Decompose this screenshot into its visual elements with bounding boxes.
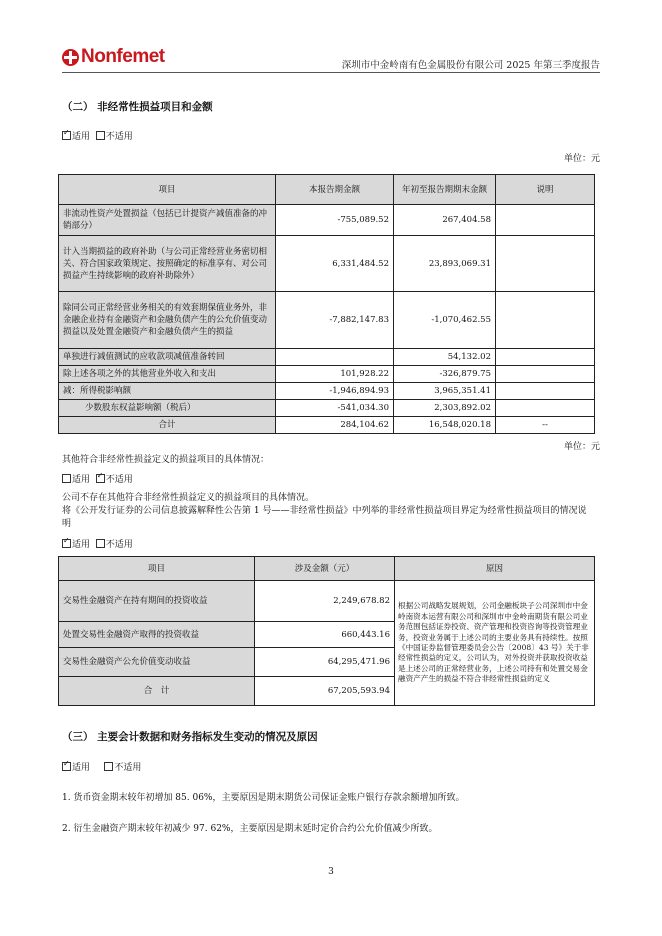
checkbox-empty-icon[interactable] [62, 474, 71, 483]
table-row [59, 581, 595, 622]
change-item-2: 2. 衍生金融资产期末较年初减少 97. 62%，主要原因是期末延时定价合约公允价值减少所致。 [62, 824, 438, 834]
row-note [496, 400, 595, 417]
row-ytd: 54,132.02 [394, 349, 496, 366]
reason-cell: 根据公司战略发展规划，公司金融板块子公司深圳市中金岭南资本运营有限公司和深圳市中金岭南期货有限公司业务范围包括证券投资、资产管理和投资咨询等投资管理业务，投资业务属于上述公司的主要业务具有持续性。按照《中国证券监督管理委员会公告〔2008〕43 号》关于非经常性损益的定义，公司认为，对外投资并获取投资收益是上述公司的正常经营业务，上述公司持有和处置交易金融资产产生的损益不符合非经常性损益的定义 [395, 581, 595, 706]
row-current: 284,104.62 [276, 417, 394, 434]
change-item-1: 1. 货币资金期末较年初增加 85. 06%，主要原因是期末期货公司保证金账户银行存款余额增加所致。 [62, 793, 465, 803]
row-ytd: -1,070,462.55 [394, 292, 496, 349]
row-item: 计入当期损益的政府补助（与公司正常经营业务密切相关、符合国家政策规定、按照确定的标准享有、对公司损益产生持续影响的政府补助除外） [59, 236, 276, 292]
row-note [496, 366, 595, 383]
reclassified-items-table [58, 556, 595, 706]
section2-heading: （二） 非经常性损益项目和金额 [62, 101, 213, 113]
row-note [496, 205, 595, 236]
applicable-label: 适用 [72, 540, 91, 550]
table-row [59, 205, 595, 236]
company-logo [62, 46, 165, 68]
row-item: 减：所得税影响额 [59, 383, 276, 400]
applicable-label: 适用 [72, 475, 91, 485]
checkbox-checked-icon[interactable] [62, 762, 71, 771]
no-other-items-text: 公司不存在其他符合非经常性损益定义的损益项目的具体情况。 [62, 493, 315, 503]
checkbox-checked-icon[interactable] [96, 474, 105, 483]
applicability-selector-1 [62, 129, 133, 142]
table-row [59, 349, 595, 366]
row-current: 101,928.22 [276, 366, 394, 383]
header-divider [62, 72, 600, 73]
row-note [496, 349, 595, 366]
row-item: 合 计 [59, 677, 255, 706]
row-item: 非流动性资产处置损益（包括已计提资产减值准备的冲销部分） [59, 205, 276, 236]
row-note [496, 383, 595, 400]
checkbox-checked-icon[interactable] [62, 131, 71, 140]
not-applicable-label: 不适用 [105, 475, 133, 485]
checkbox-empty-icon[interactable] [96, 539, 105, 548]
col-header-amount: 涉及金额（元） [255, 557, 395, 581]
applicability-selector-2 [62, 472, 133, 485]
row-current: 6,331,484.52 [276, 236, 394, 292]
applicable-label: 适用 [72, 763, 91, 773]
row-amount: 64,295,471.96 [255, 648, 395, 677]
row-item: 单独进行减值测试的应收款项减值准备转回 [59, 349, 276, 366]
row-ytd: 16,548,020.18 [394, 417, 496, 434]
report-title: 深圳市中金岭南有色金属股份有限公司 2025 年第三季度报告 [341, 60, 600, 71]
table-row [59, 366, 595, 383]
row-note [496, 292, 595, 349]
non-recurring-gains-table [58, 174, 595, 434]
row-ytd: 2,303,892.02 [394, 400, 496, 417]
logo-text: Nonfemet [81, 46, 165, 67]
col-header-item: 项目 [59, 175, 276, 205]
row-item: 少数股东权益影响额（税后） [59, 400, 276, 417]
section3-heading: （三） 主要会计数据和财务指标发生变动的情况及原因 [62, 731, 318, 743]
row-ytd: 23,893,069.31 [394, 236, 496, 292]
reclassification-explanation: 将《公开发行证券的公司信息披露解释性公告第 1 号——非经常性损益》中列举的非经常性损益项目界定为经常性损益项目的情况说明 [62, 506, 587, 529]
row-amount: 67,205,593.94 [255, 677, 395, 706]
row-current: -7,882,147.83 [276, 292, 394, 349]
row-current: -1,946,894.93 [276, 383, 394, 400]
checkbox-empty-icon[interactable] [96, 131, 105, 140]
applicability-selector-4 [62, 760, 141, 773]
other-definition-text: 其他符合非经常性损益定义的损益项目的具体情况： [62, 455, 270, 465]
row-amount: 2,249,678.82 [255, 581, 395, 622]
checkbox-checked-icon[interactable] [62, 539, 71, 548]
row-item: 交易性金融资产在持有期间的投资收益 [59, 581, 255, 622]
table-row [59, 400, 595, 417]
row-item: 除上述各项之外的其他营业外收入和支出 [59, 366, 276, 383]
table-row [59, 292, 595, 349]
logo-mark-icon [62, 49, 79, 66]
row-ytd: 3,965,351.41 [394, 383, 496, 400]
row-ytd: 267,404.58 [394, 205, 496, 236]
row-item: 合计 [59, 417, 276, 434]
row-ytd: -326,879.75 [394, 366, 496, 383]
row-note [496, 236, 595, 292]
table-row [59, 383, 595, 400]
not-applicable-label: 不适用 [105, 540, 133, 550]
col-header-reason: 原因 [395, 557, 595, 581]
col-header-item: 项目 [59, 557, 255, 581]
col-header-ytd: 年初至报告期期末金额 [394, 175, 496, 205]
col-header-note: 说明 [496, 175, 595, 205]
page-number: 3 [328, 867, 334, 877]
col-header-current: 本报告期金额 [276, 175, 394, 205]
row-current: -541,034.30 [276, 400, 394, 417]
applicability-selector-3 [62, 537, 133, 550]
row-current [276, 349, 394, 366]
applicable-label: 适用 [72, 132, 91, 142]
row-current: -755,089.52 [276, 205, 394, 236]
checkbox-empty-icon[interactable] [104, 762, 113, 771]
row-note: -- [496, 417, 595, 434]
row-item: 除同公司正常经营业务相关的有效套期保值业务外，非金融企业持有金融资产和金融负债产生的公允价值变动损益以及处置金融资产和金融负债产生的损益 [59, 292, 276, 349]
row-amount: 660,443.16 [255, 622, 395, 648]
table-row [59, 236, 595, 292]
not-applicable-label: 不适用 [114, 763, 142, 773]
row-item: 交易性金融资产公允价值变动收益 [59, 648, 255, 677]
unit-label-2: 单位：元 [563, 442, 600, 452]
not-applicable-label: 不适用 [105, 132, 133, 142]
table-row-total [59, 417, 595, 434]
unit-label: 单位：元 [563, 154, 600, 164]
row-item: 处置交易性金融资产取得的投资收益 [59, 622, 255, 648]
